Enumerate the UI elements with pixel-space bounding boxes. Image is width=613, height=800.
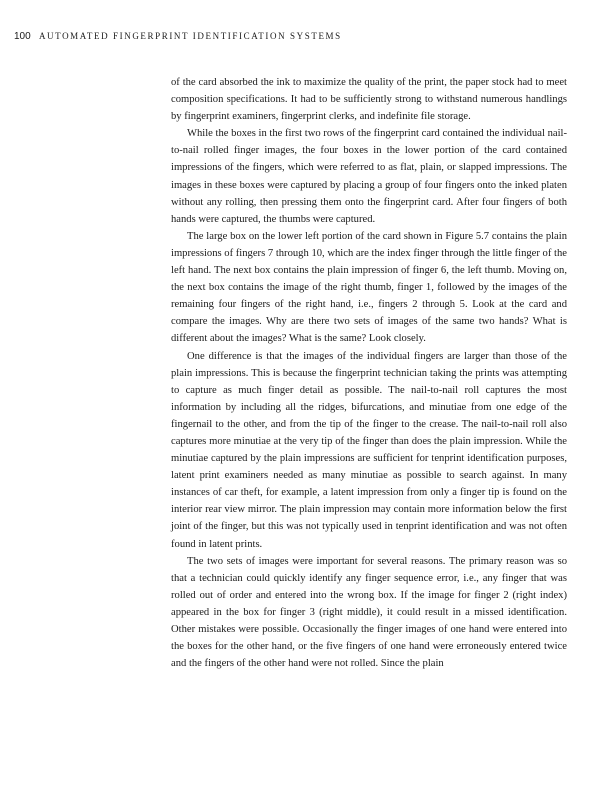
paragraph-flat-impressions: While the boxes in the first two rows of the fingerprint card contained the individual nail-to-nail rolled finger images, the four boxes in the lower portion of the card contained impressions of the fingers, which were referred to as flat, plain, or slapped impressions. The images in these boxes were captured by placing a group of four fingers onto the inked platen without any rolling, then pressing them onto the fingerprint card. After four fingers of both hands were captured, the thumbs were captured.: [171, 128, 567, 225]
body-text: [171, 74, 567, 672]
paragraph-two-sets: The two sets of images were important for several reasons. The primary reason was so that a technician could quickly identify any finger sequence error, i.e., any finger that was rolled out of order and entered into the wrong box. If the image for finger 2 (right index) appeared in the box for finger 3 (right middle), it could result in a missed identification. Other mistakes were possible. Occasionally the finger images of one hand were entered into the boxes for the other hand, or the five fingers of one hand were erroneously entered twice and the fingers of the other hand were not rolled. Since the plain: [171, 555, 567, 670]
page-number: 100: [14, 31, 31, 42]
paragraph-differences: One difference is that the images of the individual fingers are larger than those of the plain impressions. This is because the fingerprint technician taking the prints was attempting to capture as much finger detail as possible. The nail-to-nail roll captures the most information by including all the ridges, bifurcations, and minutiae from one edge of the fingernail to the other, and from the tip of the finger to the crease. The nail-to-nail roll also captures more minutiae at the very tip of the finger than does the plain impression. While the minutiae captured by the plain impressions are sufficient for tenprint identification purposes, latent print examiners needed as many minutiae as possible to search against. In many instances of car theft, for example, a latent impression from only a finger tip is found on the interior rear view mirror. The plain impression may contain more information below the first joint of the finger, but this was not typically used in tenprint identification and was not often found in latent prints.: [171, 350, 567, 550]
running-title: AUTOMATED FINGERPRINT IDENTIFICATION SYSTEMS: [38, 31, 342, 41]
running-head: [14, 31, 342, 45]
paragraph-continued: of the card absorbed the ink to maximize the quality of the print, the paper stock had to meet composition specifications. It had to be sufficiently strong to withstand numerous handlings by fingerprint examiners, fingerprint clerks, and indefinite file storage.: [171, 77, 567, 123]
paragraph-card-boxes: The large box on the lower left portion of the card shown in Figure 5.7 contains the plain impressions of fingers 7 through 10, which are the index finger through the little finger of the left hand. The next box contains the plain impression of finger 6, the left thumb. Moving on, the next box contains the image of the right thumb, finger 1, followed by the images of the remaining four fingers of the right hand, i.e., fingers 2 through 5. Look at the card and compare the images. Why are there two sets of images of the same two hands? What is different about the images? What is the same? Look closely.: [171, 230, 567, 345]
